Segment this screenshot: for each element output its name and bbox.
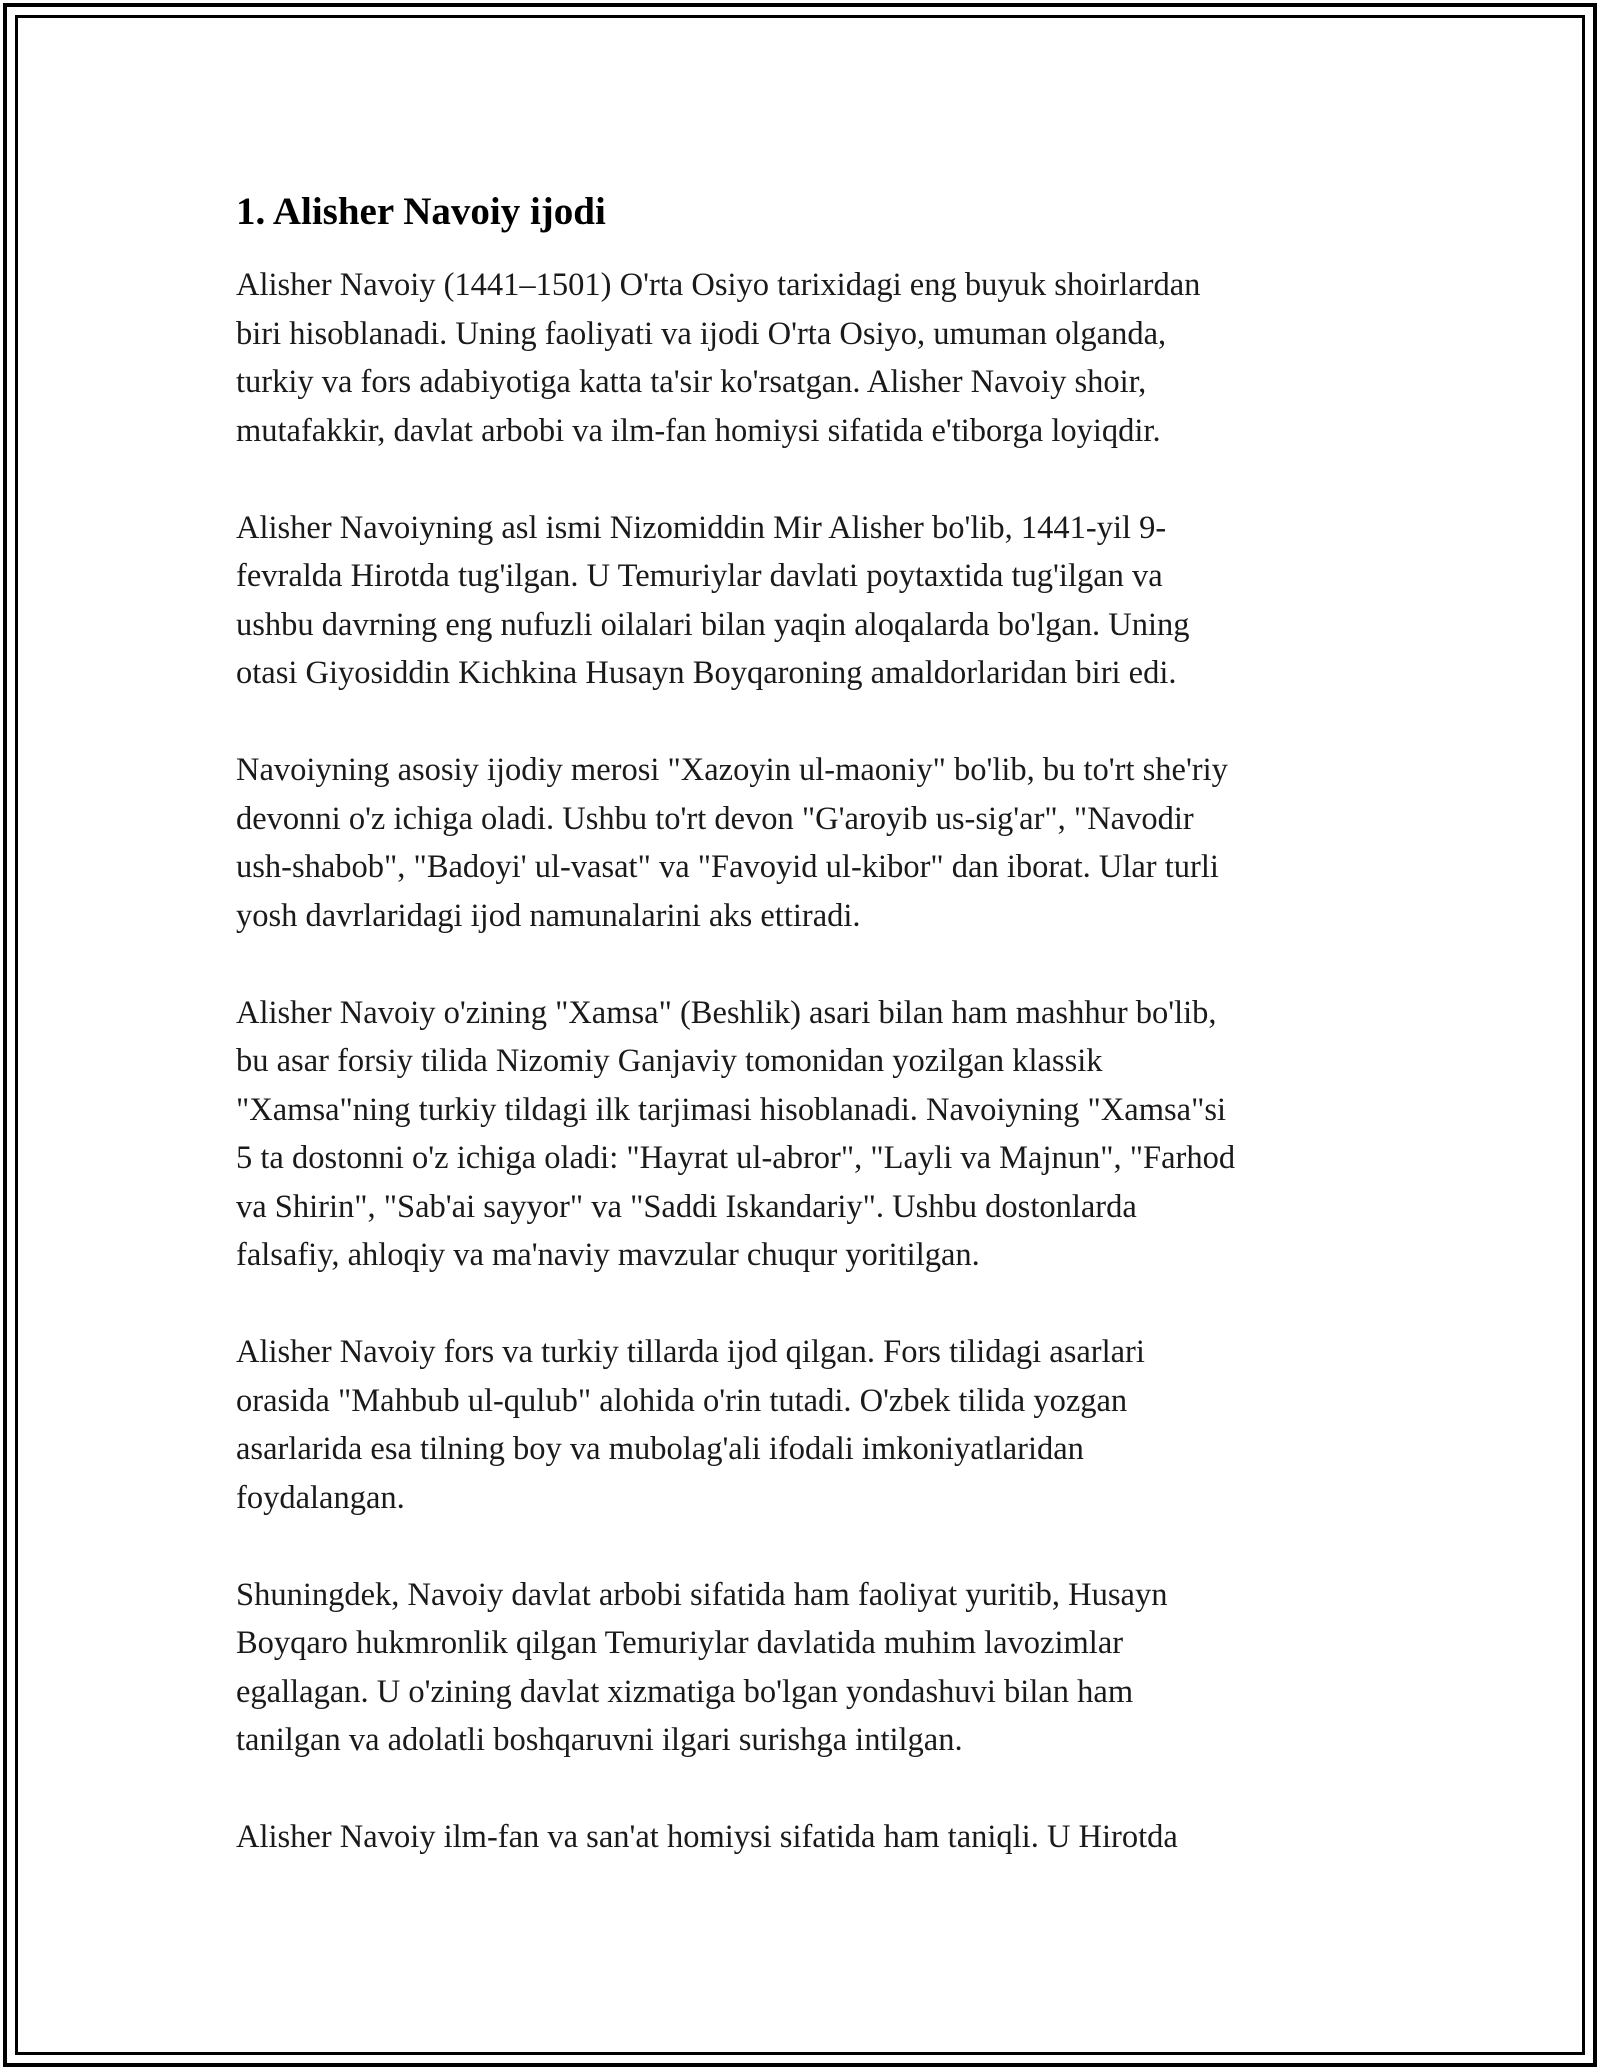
text-line: asarlarida esa tilning boy va mubolag'ali ifodali imkoniyatlaridan (236, 1431, 1084, 1467)
text-line: ushbu davrning eng nufuzli oilalari bilan yaqin aloqalarda bo'lgan. Uning (236, 606, 1190, 643)
text-line: egallagan. U o'zining davlat xizmatiga bo'lgan yondashuvi bilan ham (236, 1673, 1134, 1710)
text-line: biri hisoblanadi. Uning faoliyati va ijodi O'rta Osiyo, umuman olganda, (236, 315, 1167, 352)
text-line: orasida "Mahbub ul-qulub" alohida o'rin tutadi. O'zbek tilida yozgan (236, 1382, 1128, 1419)
text-line: falsafiy, ahloqiy va ma'naviy mavzular chuqur yoritilgan. (236, 1237, 980, 1273)
paragraph-7 (236, 1813, 1381, 1862)
paragraph-1 (236, 261, 1381, 455)
paragraph-6 (236, 1571, 1381, 1765)
text-line: ush-shabob", "Badoyi' ul-vasat" va "Favoyid ul-kibor" dan iborat. Ular turli (236, 849, 1219, 885)
paragraph-3 (236, 746, 1381, 940)
paragraph-5 (236, 1328, 1381, 1522)
text-line: otasi Giyosiddin Kichkina Husayn Boyqaroning amaldorlaridan biri edi. (236, 655, 1177, 691)
section-heading: 1. Alisher Navoiy ijodi (236, 190, 606, 233)
text-line: Alisher Navoiyning asl ismi Nizomiddin Mir Alisher bo'lib, 1441-yil 9- (236, 509, 1167, 546)
text-line: Boyqaro hukmronlik qilgan Temuriylar davlatida muhim lavozimlar (236, 1625, 1124, 1661)
text-line: "Xamsa"ning turkiy tildagi ilk tarjimasi hisoblanadi. Navoiyning "Xamsa"si (236, 1091, 1227, 1128)
text-line: mutafakkir, davlat arbobi va ilm-fan homiysi sifatida e'tiborga loyiqdir. (236, 412, 1161, 449)
text-line: bu asar forsiy tilida Nizomiy Ganjaviy tomonidan yozilgan klassik (236, 1043, 1103, 1079)
text-line: tanilgan va adolatli boshqaruvni ilgari surishga intilgan. (236, 1722, 963, 1758)
text-line: Shuningdek, Navoiy davlat arbobi sifatida ham faoliyat yuritib, Husayn (236, 1576, 1168, 1613)
text-line: foydalangan. (236, 1479, 405, 1516)
text-line: Alisher Navoiy fors va turkiy tillarda ijod qilgan. Fors tilidagi asarlari (236, 1334, 1145, 1370)
text-line: yosh davrlaridagi ijod namunalarini aks ettiradi. (236, 897, 861, 934)
text-line: Navoiyning asosiy ijodiy merosi "Xazoyin ul-maoniy" bo'lib, bu to'rt she'riy (236, 752, 1228, 788)
paragraph-2 (236, 504, 1381, 698)
text-line: Alisher Navoiy ilm-fan va san'at homiysi sifatida ham taniqli. U Hirotda (236, 1819, 1178, 1855)
text-line: 5 ta dostonni o'z ichiga oladi: "Hayrat ul-abror", "Layli va Majnun", "Farhod (236, 1140, 1236, 1176)
paragraph-4 (236, 989, 1381, 1280)
text-line: va Shirin", "Sab'ai sayyor" va "Saddi Iskandariy". Ushbu dostonlarda (236, 1188, 1137, 1225)
text-line: Alisher Navoiy (1441–1501) O'rta Osiyo tarixidagi eng buyuk shoirlardan (236, 267, 1201, 303)
text-line: fevralda Hirotda tug'ilgan. U Temuriylar davlati poytaxtida tug'ilgan va (236, 558, 1163, 594)
text-line: turkiy va fors adabiyotiga katta ta'sir ko'rsatgan. Alisher Navoiy shoir, (236, 364, 1147, 400)
text-line: devonni o'z ichiga oladi. Ushbu to'rt devon "G'aroyib us-sig'ar", "Navodir (236, 800, 1194, 837)
document-body (236, 188, 1381, 1910)
text-line: Alisher Navoiy o'zining "Xamsa" (Beshlik) asari bilan ham mashhur bo'lib, (236, 994, 1217, 1031)
